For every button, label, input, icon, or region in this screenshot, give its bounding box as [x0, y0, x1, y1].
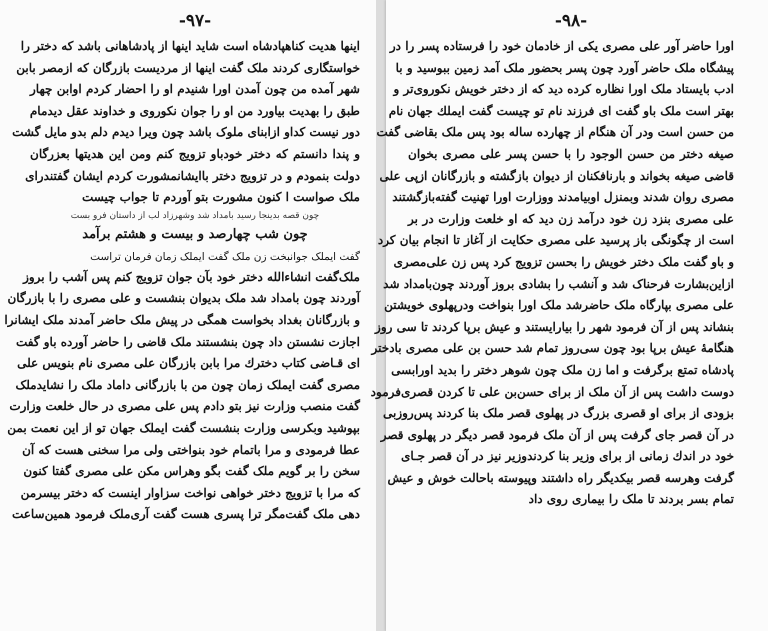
text-line: شهر آمده من چون آمدن اورا شنیدم او را احضار کردم اوابن چهار	[30, 82, 360, 97]
text-line: ملک صواست ا کنون مشورت بتو آوردم تا جواب چیست	[81, 190, 360, 205]
text-line: صیغه دختر من حسن الوجود را با حسن پسر علی مصری بخوان	[408, 146, 734, 161]
page-number: -۹۸-	[554, 11, 588, 31]
text-line: عطا فرمودی و مرا باتمام خود بنواختی ولی مرا سخنی هست که آن	[22, 442, 360, 457]
text-line: بنشاند پس از آن فرمود شهر را بیارایستند و عیش برپا کردند تا سی روز	[375, 319, 734, 334]
text-line: و باو گفت ملک دختر خویش را بحسن تزویج کرد پس زن علی‌مصری	[393, 254, 734, 269]
text-line: و پندا دانستم که دختر خودباو تزویج کنم ومن این هدیتها بعزرگان	[30, 146, 361, 161]
text-line: خواستگاری کردند ملک گفت اینها از مردیست بازرگان که ازمصر بابن	[16, 60, 360, 75]
text-line: من حسن است ودر آن هنگام از چهارده ساله بود پس ملک بقاضی گفت	[376, 125, 734, 140]
text-line: اورا حاضر آور علی مصری یکی از خادمان خود را فرستاده پسر را در	[389, 39, 734, 53]
sub-line: گفت ایملک جوانبخت زن ملک گفت ایملک زمان فرمان تراست	[90, 250, 360, 263]
text-line: ای قـاضی کتاب دخترك مرا بابن بازرگان علی مصری نام بنویس علی	[17, 356, 360, 371]
text-line: علی مصری بنزد زن خود درآمد زن دید که او خلعت وزارت در بر	[408, 211, 734, 226]
text-line: بهتر است ملک باو گفت ای فرزند نام تو چیست گفت ایملك جهان نام	[388, 103, 734, 118]
text-line: قاضی صیغه بخواند و بارنافکنان از دیوان بازگشته و بازرگانان ازپی علی	[379, 168, 734, 183]
text-line: دور نیست کداو ازابنای ملوک باشد چون ویرا دیدم دلم بدو مایل گشت	[12, 125, 360, 140]
right-page	[370, 0, 768, 631]
text-line: مصری روان شدند وبمنزل اوبیامدند ووزارت اورا تهنیت گفته‌بازگشتند	[392, 190, 734, 205]
text-line: اینها هدیت کناهپادشاه است شاید اینها از پادشاهانی باشد که دختر را	[20, 39, 360, 53]
text-line: بزودی از برای او قصری بزرگ در پهلوی قصر ملک بنا کردند پس‌روزبی	[383, 406, 734, 421]
story-note: چون قصه بدینجا رسید بامداد شد وشهرزاد لب از داستان فرو بست	[70, 210, 320, 221]
text-line: دهی ملک گفت‌مگر ترا پسری هست گفت آری‌ملک فرمود همین‌ساعت	[11, 507, 360, 522]
page-number: -۹۷-	[178, 11, 212, 31]
text-line: ادب بایستاد ملک اورا نظاره کرده دید که از دختر خویش نکوروی‌تر و	[393, 82, 734, 97]
text-line: است از چگونگی باز پرسید علی مصری حکایت از آغاز تا انجام بیان کرد	[377, 233, 734, 248]
text-line: خود در اندك زمانی از برای وزیر بنا کردند‌وزیر نیز در آن قصر جـای	[401, 449, 734, 464]
text-line: مصری گفت ایملک زمان چون من با بازرگانی داماد ملک را نشایدملک	[15, 377, 360, 392]
text-line: بپوشید وبکرسی وزارت بنشست گفت ایملک جهان تو از این نعمت بمن	[7, 420, 360, 435]
text-line: و بازرگانان بغداد بخواست همگی در پیش ملک حاضر آمدند ملک ایشانرا	[4, 312, 360, 327]
text-line: که مرا با تزویج دختر خواهی نواخت سزاوار اینست که دختر بیسرمن	[20, 485, 360, 500]
text-line: تمام بسر بردند تا ملک را بیماری روی داد	[528, 492, 734, 507]
text-line: هنگامهٔ عیش برپا بود چون سی‌روز تمام شد حسن بن علی مصری بادختر	[371, 341, 734, 356]
text-line: ملک‌گفت انشاءالله دختر خود بآن جوان تزویج کنم پس آشب را بروز	[23, 269, 360, 284]
left-page	[0, 0, 376, 631]
text-line: آوردند چون بامداد شد ملک بدیوان بنشست و علی مصری را با بازرگان	[7, 291, 360, 306]
text-line: گفت منصب وزارت نیز بتو دادم پس علی مصری در حال خلعت وزارت	[9, 399, 360, 414]
text-line: ازاین‌بشارت فرحناک شد و آنشب را بشادی بروز آوردند چون‌بامداد شد	[383, 276, 734, 291]
text-line: سخن را بر گویم ملک گفت بگو وهراس مکن علی مصری گفتا کنون	[23, 464, 360, 479]
night-heading: چون شب چهارصد و بیست و هشتم برآمد	[82, 226, 308, 242]
text-line: اجازت نشستن داد چون بنشستند ملک قاضی را حاضر آورده باو گفت	[16, 334, 360, 349]
text-line: دولت بنمودم و در تزویج دختر باایشانمشورت کردم ایشان گفتندرای	[25, 168, 360, 183]
text-line: در آن قصر جای گرفت پس از آن ملک فرمود قصر دیگر در پهلوی قصر	[380, 427, 734, 442]
text-line: طبق را بهدیت بیاورد من او را جوان نکوروی و خداوند عقل دیدمام	[29, 103, 360, 118]
text-line: پادشاه تمتع برگرفت و اما زن ملک چون شوهر دختر را بدید اورابسی	[391, 362, 734, 377]
text-line: علی مصری بپارگاه ملک حاضرشد ملک اورا بنواخت ودرپهلوی خویشتن	[384, 298, 734, 313]
text-line: دوست داشت پس از آن ملک از برای حسن‌بن علی تا کردن قصری‌فرمود	[370, 384, 734, 399]
text-line: پیشگاه ملک حاضر آورد چون پسر بحضور ملک آمد زمین ببوسید و با	[395, 60, 734, 75]
text-line: گرفت وهرسه قصر بیکدیگر راه داشتند وپیوسته باحالت خوش و عیش	[387, 470, 734, 485]
